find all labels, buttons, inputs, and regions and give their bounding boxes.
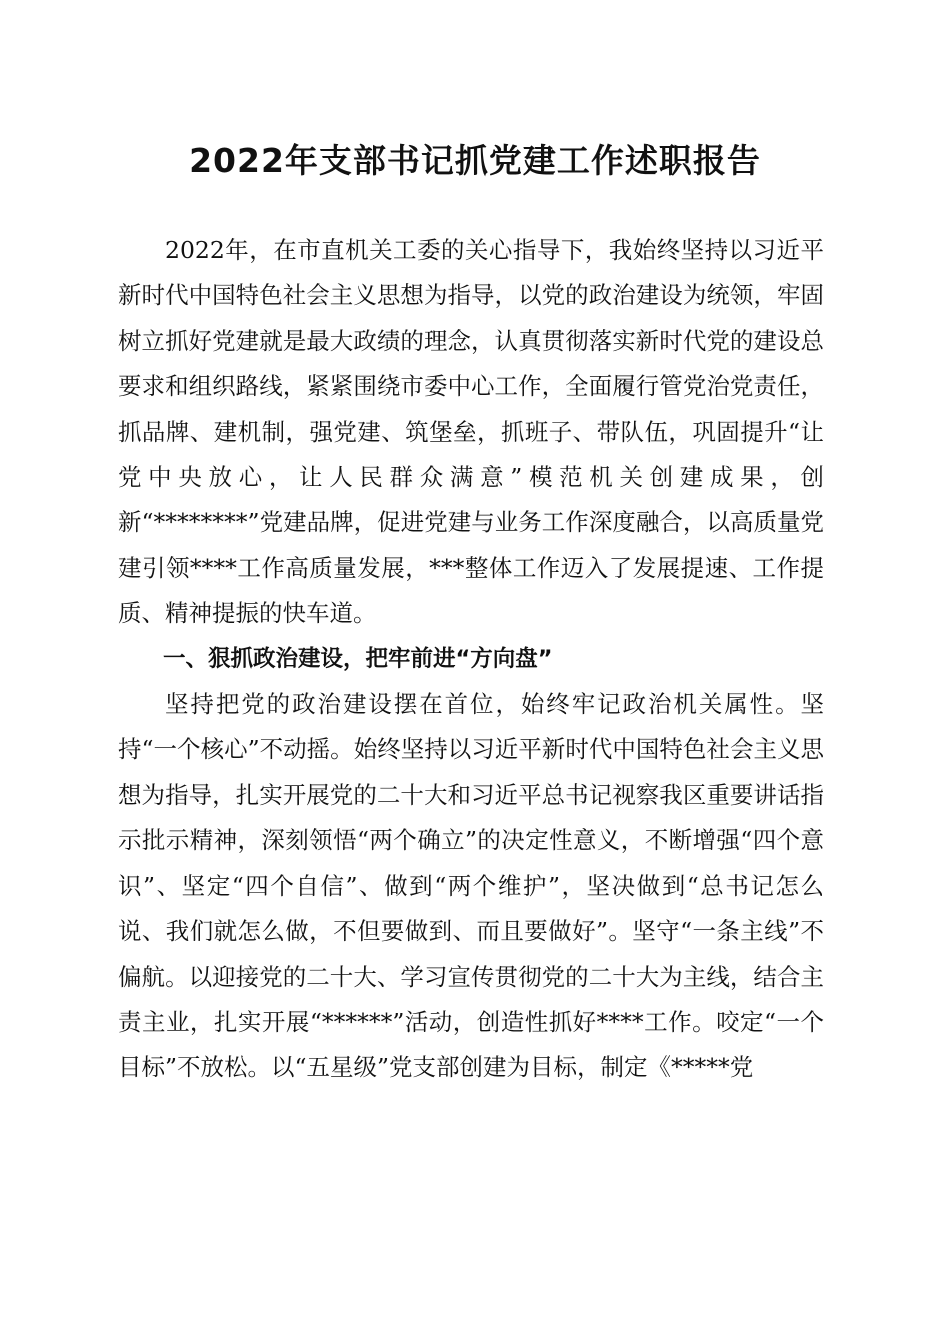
paragraph-intro: 2022年，在市直机关工委的关心指导下，我始终坚持以习近平新时代中国特色社会主义思想为指导，以党的政治建设为统领，牢固树立抓好党建就是最大政绩的理念，认真贯彻落实新时代党的建设总要求和组织路线，紧紧围绕市委中心工作，全面履行管党治党责任，抓品牌、建机制，强党建、筑堡垒，抓班子、带队伍，巩固提升“让党中央放心，让人民群众满意”模范机关创建成果，创新“********”党建品牌，促进党建与业务工作深度融合，以高质量党建引领****工作高质量发展，***整体工作迈入了发展提速、工作提质、精神提振的快车道。	[118, 236, 824, 628]
document-title: 2022年支部书记抓党建工作述职报告	[189, 141, 761, 180]
document-body	[118, 228, 824, 1091]
section-heading-1: 一、狠抓政治建设，把牢前进“方向盘”	[163, 645, 553, 672]
paragraph-section-1: 坚持把党的政治建设摆在首位，始终牢记政治机关属性。坚持“一个核心”不动摇。始终坚持以习近平新时代中国特色社会主义思想为指导，扎实开展党的二十大和习近平总书记视察我区重要讲话指示批示精神，深刻领悟“两个确立”的决定性意义，不断增强“四个意识”、坚定“四个自信”、做到“两个维护”，坚决做到“总书记怎么说、我们就怎么做，不但要做到、而且要做好”。坚守“一条主线”不偏航。以迎接党的二十大、学习宣传贯彻党的二十大为主线，结合主责主业，扎实开展“******”活动，创造性抓好****工作。咬定“一个目标”不放松。以“五星级”党支部创建为目标，制定《*****党	[118, 690, 824, 1082]
